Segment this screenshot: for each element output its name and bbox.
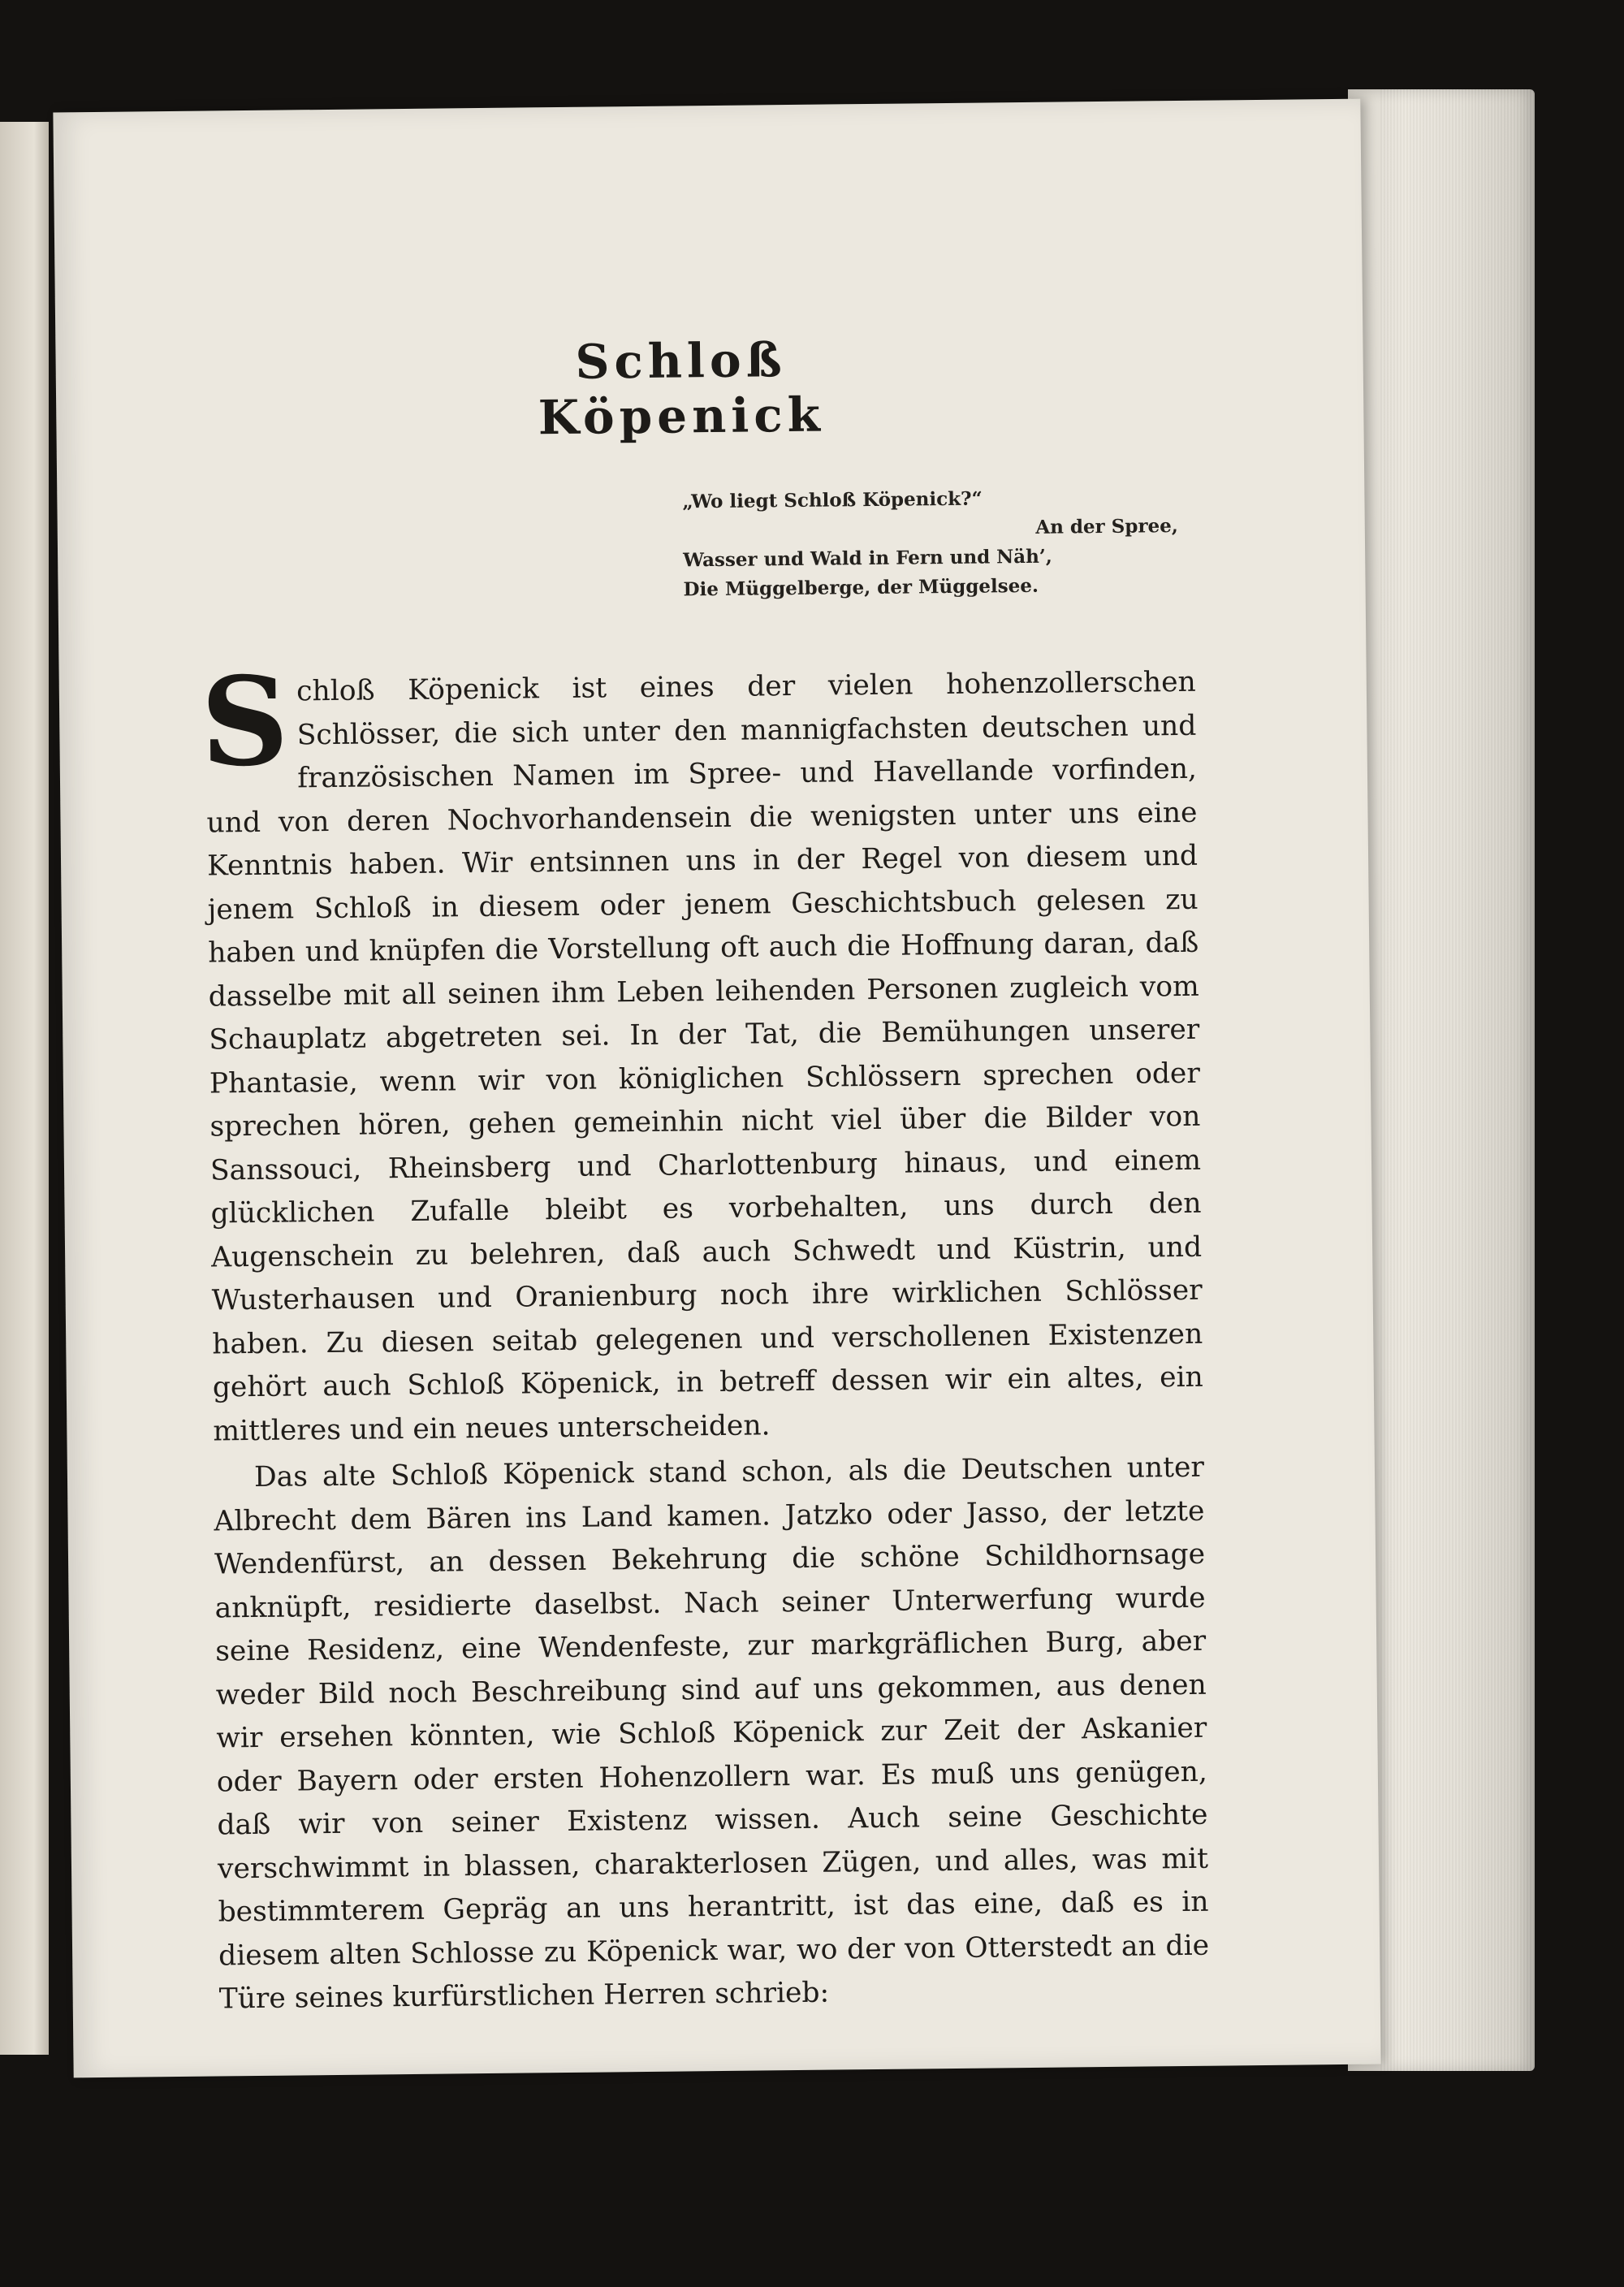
paragraph-2 — [214, 1446, 1210, 2021]
epigraph-line: An der Spree, — [1035, 515, 1178, 538]
epigraph-line: „Wo liegt Schloß Köpenick?“ — [682, 487, 983, 513]
paragraph-text: Das alte Schloß Köpenick stand schon, als die Deutschen unter Albrecht dem Bären ins Land kamen. Jatzko oder Jasso, der letzte Wendenfürst, an dessen Bekehrung die schöne Schildhornsage anknüpft, residierte daselbst. Nach seiner Unterwerfung wurde seine Residenz, eine Wendenfeste, zur markgräflichen Burg, aber weder Bild noch Beschreibung sind auf uns gekommen, aus denen wir ersehen könnten, wie Schloß Köpenick zur Zeit der Askanier oder Bayern oder ersten Hohenzollern war. Es muß uns genügen, daß wir von seiner Existenz wissen. Auch seine Geschichte verschwimmt in blassen, charakterlosen Zügen, und alles, was mit bestimmterem Gepräg an uns herantritt, ist das eine, daß es in diesem alten Schlosse zu Köpenick war, wo der von Otterstedt an die Türe seines kurfürstlichen Herren schrieb: — [214, 1450, 1210, 2016]
epigraph-line: Die Müggelberge, der Müggelsee. — [683, 574, 1039, 601]
epigraph — [682, 482, 1186, 604]
paragraph-1 — [200, 650, 1204, 1454]
left-facing-page-edge — [0, 122, 49, 2055]
body-text — [200, 650, 1210, 2021]
drop-cap: S — [200, 650, 290, 794]
book-page — [53, 99, 1380, 2078]
epigraph-line: Wasser und Wald in Fern und Näh’, — [683, 545, 1053, 572]
paragraph-text: chloß Köpenick ist eines der vielen hohenzollerschen Schlösser, die sich unter den mannigfachsten deutschen und französischen Namen im Spree- und Havellande vorfinden, und von deren Nochvorhandensein die wenigsten unter uns eine Kenntnis haben. Wir entsinnen uns in der Regel von diesem und jenem Schloß in diesem oder jenem Geschichtsbuch gelesen zu haben und knüpfen die Vorstellung oft auch die Hoffnung daran, daß dasselbe mit all seinen ihm Leben leihenden Personen zugleich vom Schauplatz abgetreten sei. In der Tat, die Bemühungen unserer Phantasie, wenn wir von königlichen Schlössern sprechen oder sprechen hören, gehen gemeinhin nicht viel über die Bilder von Sanssouci, Rheinsberg und Charlottenburg hinaus, und einem glücklichen Zufalle bleibt es vorbehalten, uns durch den Augenschein zu belehren, daß auch Schwedt und Küstrin, und Wusterhausen und Oranienburg noch ihre wirklichen Schlösser haben. Zu diesen seitab gelegenen und verschollenen Existenzen gehört auch Schloß Köpenick, in betreff dessen wir ein altes, ein mittleres und ein neues unterscheiden. — [206, 665, 1203, 1448]
chapter-title: Schloß Köpenick — [538, 332, 826, 446]
